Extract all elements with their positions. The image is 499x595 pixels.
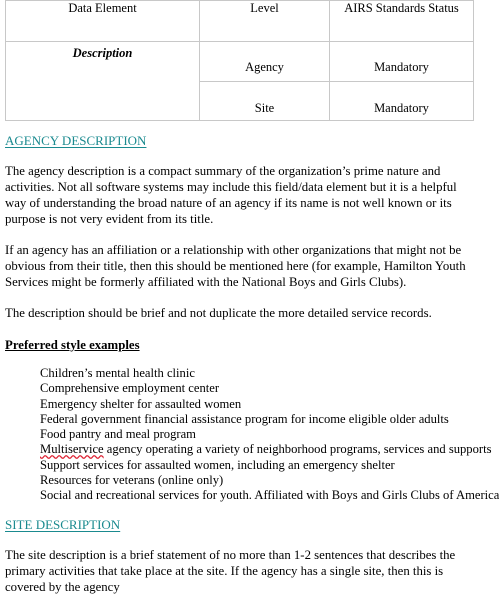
element-cell — [6, 42, 200, 121]
status-cell: Mandatory — [374, 60, 429, 74]
level-cell: Site — [254, 101, 275, 115]
standards-table — [5, 0, 474, 121]
list-item: Food pantry and meal program — [40, 427, 196, 442]
list-item: Emergency shelter for assaulted women — [40, 396, 242, 411]
list-item: Multiservice agency operating a variety of neighborhood programs, services and supports — [40, 442, 492, 457]
site-description-heading[interactable]: SITE DESCRIPTION — [5, 516, 121, 532]
list-item: Resources for veterans (online only) — [40, 473, 224, 488]
agency-paragraph: The description should be brief and not duplicate the more detailed service records. — [5, 306, 432, 320]
status-cell: Mandatory — [374, 101, 429, 115]
document-body — [0, 133, 499, 595]
element-label: Description — [72, 46, 133, 60]
header-level: Level — [200, 1, 330, 42]
site-paragraph: The site description is a brief statement of no more than 1-2 sentences that describes the primary activities that take place at the site. If the agency has a single site, then this is covered by the agency — [5, 547, 456, 594]
examples-list — [5, 366, 499, 504]
list-item: Comprehensive employment center — [40, 381, 220, 396]
examples-heading: Preferred style examples — [5, 338, 140, 352]
header-data-element: Data Element — [6, 1, 200, 42]
table-row — [6, 42, 474, 82]
list-item: Support services for assaulted women, including an emergency shelter — [40, 457, 395, 472]
agency-paragraph: The agency description is a compact summary of the organization’s prime nature and activities. Not all software systems may include this field/data element but it is a helpful way of understanding the broad nature of an agency if its name is not well known or its purpose is not very evident from its title. — [5, 164, 457, 226]
spellcheck-underline: Multiservice — [40, 442, 104, 457]
agency-description-heading[interactable]: AGENCY DESCRIPTION — [5, 133, 147, 148]
level-cell: Agency — [245, 60, 284, 74]
agency-paragraph: If an agency has an affiliation or a relationship with other organizations that might not be obvious from their title, then this should be mentioned here (for example, Hamilton Youth Services might be formerly affiliated with the National Boys and Girls Clubs). — [5, 243, 466, 289]
list-item: Federal government financial assistance program for income eligible older adults — [40, 411, 449, 426]
header-airs-status: AIRS Standards Status — [330, 1, 474, 42]
list-item: Social and recreational services for youth. Affiliated with Boys and Girls Clubs of America — [40, 488, 499, 503]
table-header-row — [6, 1, 474, 42]
list-item: Children’s mental health clinic — [40, 366, 195, 380]
